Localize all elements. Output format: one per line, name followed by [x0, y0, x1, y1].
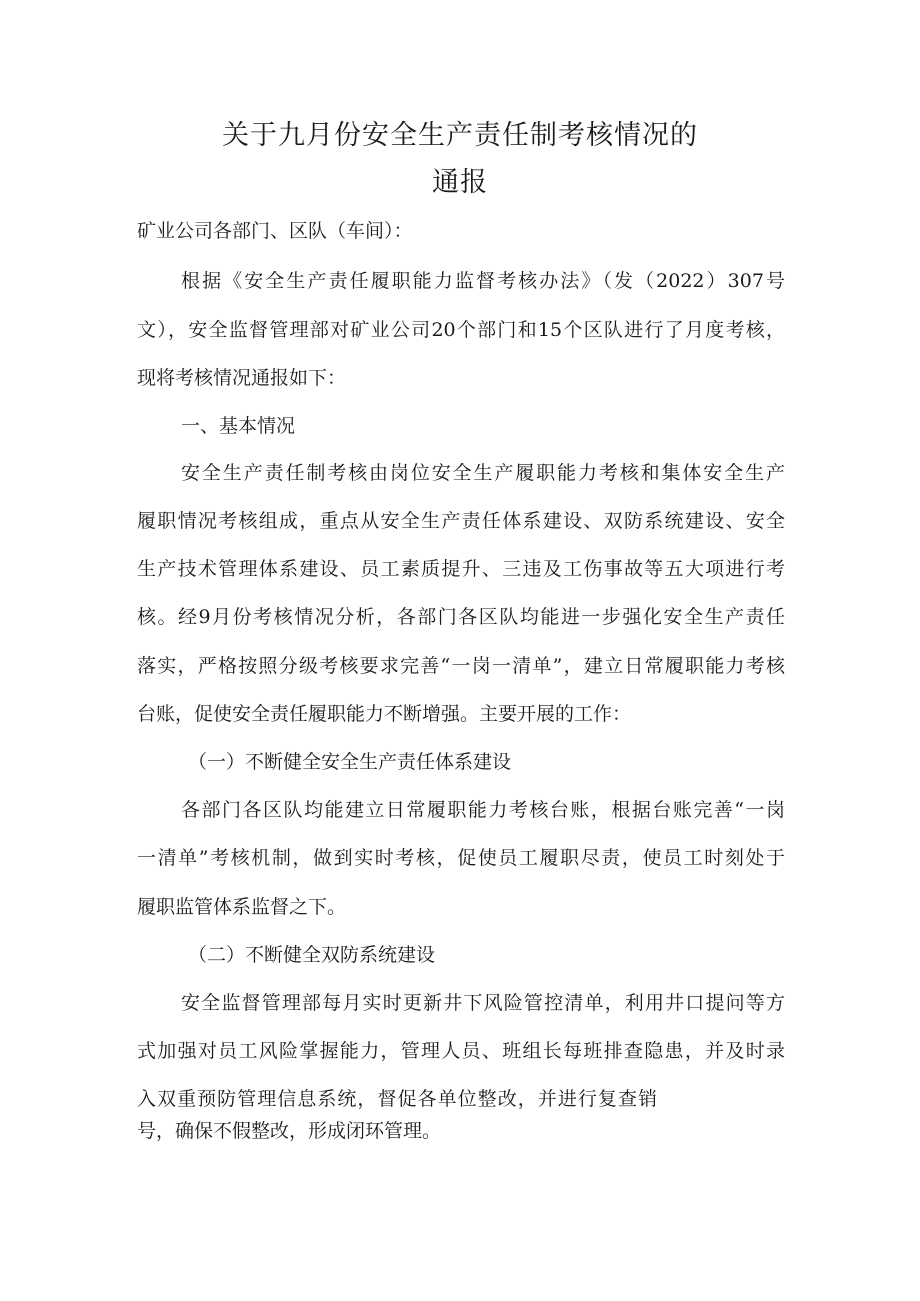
document-title-line-2: 通报 — [432, 167, 488, 198]
subsection-1-line-3: 履职监管体系监督之下。 — [137, 896, 347, 918]
subsection-2-line-3: 入双重预防管理信息系统，督促各单位整改，并进行复查销 — [137, 1088, 657, 1110]
subsection-1-line-1: 各部门各区队均能建立日常履职能力考核台账，根据台账完善“一岗 — [181, 799, 785, 821]
section-1-line-3: 生产技术管理体系建设、员工素质提升、三违及工伤事故等五大项进行考 — [137, 558, 785, 580]
subsection-2-line-4: 号，确保不假整改，形成闭环管理。 — [137, 1120, 442, 1142]
document-title-line-1: 关于九月份安全生产责任制考核情况的 — [222, 120, 698, 151]
intro-line-1: 根据《安全生产责任履职能力监督考核办法》（发（2022）307号 — [181, 270, 785, 292]
section-1-line-1: 安全生产责任制考核由岗位安全生产履职能力考核和集体安全生产 — [181, 462, 785, 484]
section-1-line-5: 落实，严格按照分级考核要求完善“一岗一清单”，建立日常履职能力考核 — [137, 655, 785, 677]
subsection-1-heading: （一）不断健全安全生产责任体系建设 — [188, 751, 512, 773]
section-1-heading: 一、基本情况 — [181, 415, 296, 437]
section-1-line-4: 核。经9月份考核情况分析，各部门各区队均能进一步强化安全生产责任 — [137, 606, 785, 628]
section-1-line-6: 台账，促使安全责任履职能力不断增强。主要开展的工作： — [137, 703, 632, 725]
subsection-1-line-2: 一清单”考核机制，做到实时考核，促使员工履职尽责，使员工时刻处于 — [137, 847, 785, 869]
intro-line-3: 现将考核情况通报如下： — [137, 367, 347, 389]
section-1-line-2: 履职情况考核组成，重点从安全生产责任体系建设、双防系统建设、安全 — [137, 510, 785, 532]
subsection-2-line-2: 式加强对员工风险掌握能力，管理人员、班组长每班排查隐患，并及时录 — [137, 1040, 785, 1062]
intro-line-2: 文），安全监督管理部对矿业公司20个部门和15个区队进行了月度考核， — [137, 319, 785, 341]
salutation: 矿业公司各部门、区队（车间）： — [137, 220, 413, 242]
subsection-2-line-1: 安全监督管理部每月实时更新井下风险管控清单，利用井口提问等方 — [181, 992, 785, 1014]
subsection-2-heading: （二）不断健全双防系统建设 — [188, 944, 436, 966]
